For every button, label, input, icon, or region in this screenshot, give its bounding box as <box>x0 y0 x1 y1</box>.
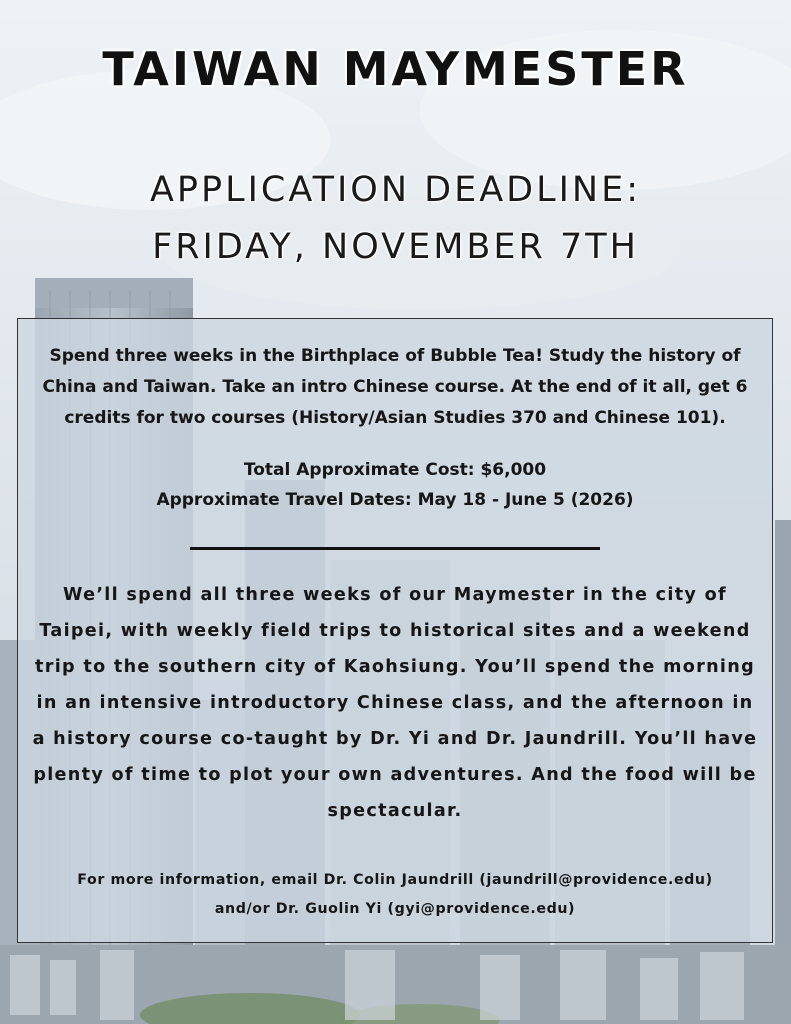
deadline-line-1: APPLICATION DEADLINE: <box>149 170 642 210</box>
divider-line <box>190 547 600 550</box>
page-title: TAIWAN MAYMESTER <box>102 42 689 96</box>
deadline-line-2: FRIDAY, NOVEMBER 7TH <box>152 227 639 267</box>
cost-and-dates <box>18 455 772 515</box>
travel-dates: Approximate Travel Dates: May 18 - June 5 (2026) <box>156 490 634 510</box>
intro-paragraph: Spend three weeks in the Birthplace of Bubble Tea! Study the history of China and Taiwan. Take an intro Chinese course. At the end of it all, get 6 credits for two courses (History/Asian Studies 370 and Chinese 101). <box>42 346 748 428</box>
contact-info <box>18 866 772 924</box>
details-paragraph: We’ll spend all three weeks of our Maymester in the city of Taipei, with weekly field trips to historical sites and a weekend trip to the southern city of Kaohsiung. You’ll spend the morning in an intensive introductory Chinese class, and the afternoon in a history course co-taught by Dr. Yi and Dr. Jaundrill. You’ll have plenty of time to plot your own adventures. And the food will be spectacular. <box>32 585 758 821</box>
info-panel <box>17 318 773 943</box>
application-deadline <box>0 162 791 276</box>
total-cost: Total Approximate Cost: $6,000 <box>243 460 547 480</box>
contact-line-1: For more information, email Dr. Colin Jaundrill (jaundrill@providence.edu) <box>77 872 713 888</box>
contact-line-2: and/or Dr. Guolin Yi (gyi@providence.edu) <box>214 901 576 917</box>
